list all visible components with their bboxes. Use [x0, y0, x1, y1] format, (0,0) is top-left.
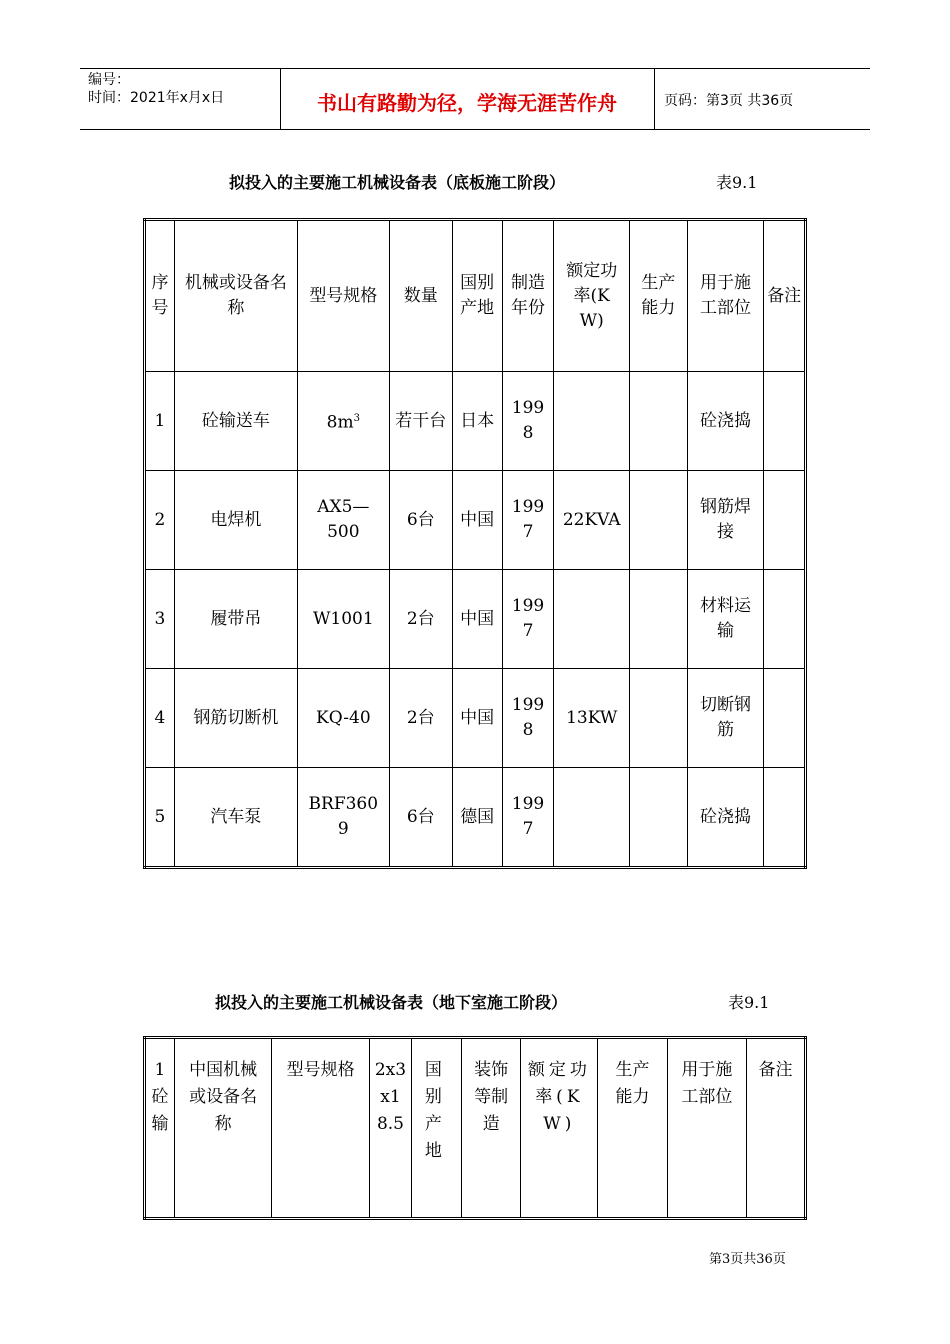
- table-cell: [554, 372, 630, 471]
- page-footer: 第3页共36页: [709, 1252, 786, 1267]
- table-cell: 1砼输: [145, 1038, 175, 1219]
- table-row: [145, 669, 806, 768]
- equipment-table-2: [143, 1036, 807, 1220]
- table-cell: W1001: [297, 570, 389, 669]
- table-cell: 2台: [389, 669, 452, 768]
- table-cell: [764, 768, 806, 868]
- header-time: 时间：2021年x月x日: [88, 90, 225, 106]
- table-cell: [630, 669, 688, 768]
- table-cell: 1998: [502, 372, 554, 471]
- table-cell: 德国: [452, 768, 502, 868]
- table-header-row: [145, 220, 806, 372]
- table-cell: [630, 768, 688, 868]
- table1-number: 表9.1: [716, 173, 758, 192]
- table-cell: 1997: [502, 471, 554, 570]
- table-cell: 材料运输: [687, 570, 764, 669]
- table-cell: 砼浇捣: [687, 372, 764, 471]
- table-cell: 2x3x18.5: [370, 1038, 412, 1219]
- table-cell: 履带吊: [174, 570, 297, 669]
- table-cell: 汽车泵: [174, 768, 297, 868]
- table-cell: 中国机械或设备名称: [174, 1038, 271, 1219]
- table-cell: AX5—500: [297, 471, 389, 570]
- table-cell: 5: [145, 768, 175, 868]
- table-cell: 砼浇捣: [687, 768, 764, 868]
- header-code: 编号：: [88, 72, 130, 88]
- table-cell: 中国: [452, 471, 502, 570]
- header-cell: 用于施工部位: [687, 220, 764, 372]
- table-cell: 1998: [502, 669, 554, 768]
- table-row: [145, 372, 806, 471]
- table-cell: 13KW: [554, 669, 630, 768]
- table-cell: 6台: [389, 471, 452, 570]
- header-cell: 备注: [764, 220, 806, 372]
- table-cell: $8m^3$: [297, 372, 389, 471]
- table-cell: 中国: [452, 570, 502, 669]
- table-cell: 用于施工部位: [667, 1038, 746, 1219]
- header-cell: 额定功率(KW): [554, 220, 630, 372]
- table-cell: [764, 570, 806, 669]
- table-cell: 22KVA: [554, 471, 630, 570]
- equipment-table-1: [143, 218, 807, 869]
- table-cell: 钢筋焊接: [687, 471, 764, 570]
- header-motto: 书山有路勤为径，学海无涯苦作舟: [317, 91, 617, 115]
- table-cell: 3: [145, 570, 175, 669]
- table-cell: [764, 372, 806, 471]
- table-cell: [554, 768, 630, 868]
- table2-title: 拟投入的主要施工机械设备表（地下室施工阶段）: [215, 993, 568, 1012]
- table-cell: 2: [145, 471, 175, 570]
- table-cell: [764, 669, 806, 768]
- table-cell: [764, 471, 806, 570]
- table-cell: 1997: [502, 768, 554, 868]
- table-cell: 日本: [452, 372, 502, 471]
- table-cell: 生产能力: [598, 1038, 667, 1219]
- header-cell: 型号规格: [297, 220, 389, 372]
- header-page-info: 页码：第3页 共36页: [664, 93, 794, 109]
- table-cell: 额定功率(KW): [521, 1038, 598, 1219]
- table-cell: 钢筋切断机: [174, 669, 297, 768]
- table2-number: 表9.1: [728, 993, 770, 1012]
- table-row: [145, 570, 806, 669]
- table-row: [145, 1038, 806, 1219]
- table-cell: 切断钢筋: [687, 669, 764, 768]
- table-row: [145, 768, 806, 868]
- table-cell: [554, 570, 630, 669]
- table-cell: BRF3609: [297, 768, 389, 868]
- header-meta: [88, 71, 224, 107]
- table-cell: 若干台: [389, 372, 452, 471]
- header-cell: 序号: [145, 220, 175, 372]
- table-cell: 国别产地: [411, 1038, 461, 1219]
- table-cell: 1997: [502, 570, 554, 669]
- page-header: [80, 68, 870, 130]
- table-cell: 装饰等制造: [461, 1038, 521, 1219]
- table-cell: KQ-40: [297, 669, 389, 768]
- table-cell: 电焊机: [174, 471, 297, 570]
- table-cell: [630, 372, 688, 471]
- table-cell: 6台: [389, 768, 452, 868]
- table-cell: 型号规格: [272, 1038, 370, 1219]
- table-cell: 中国: [452, 669, 502, 768]
- table-cell: 砼输送车: [174, 372, 297, 471]
- header-divider: [654, 69, 655, 129]
- table-cell: 2台: [389, 570, 452, 669]
- table-cell: 备注: [747, 1038, 806, 1219]
- header-cell: 机械或设备名称: [174, 220, 297, 372]
- table1-title: 拟投入的主要施工机械设备表（底板施工阶段）: [229, 173, 566, 192]
- header-cell: 国别产地: [452, 220, 502, 372]
- table-cell: [630, 471, 688, 570]
- header-cell: 生产能力: [630, 220, 688, 372]
- table-cell: 4: [145, 669, 175, 768]
- header-cell: 数量: [389, 220, 452, 372]
- table-cell: 1: [145, 372, 175, 471]
- table-row: [145, 471, 806, 570]
- header-cell: 制造年份: [502, 220, 554, 372]
- table-cell: [630, 570, 688, 669]
